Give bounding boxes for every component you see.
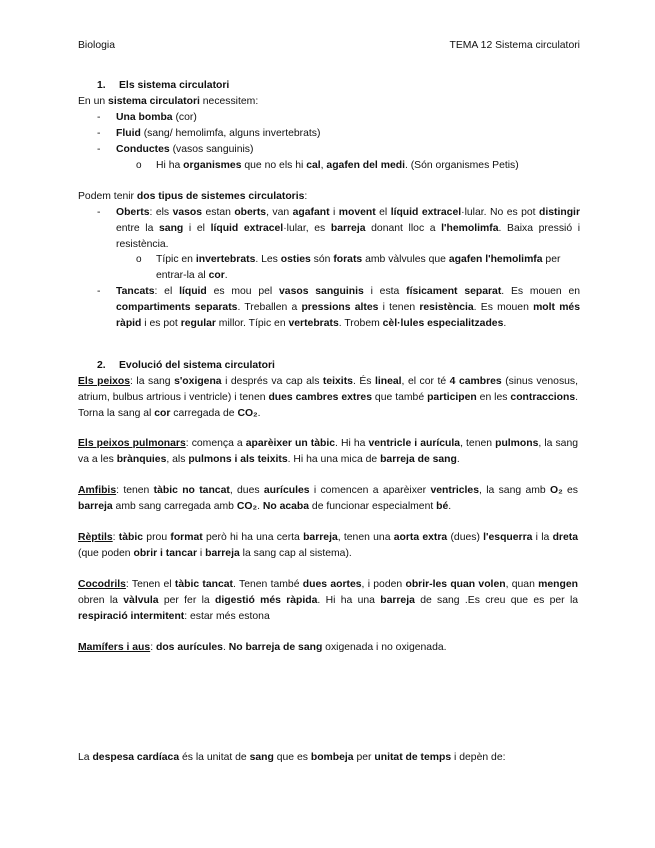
- two-types-line: Podem tenir dos tipus de sistemes circulatoris:: [78, 191, 308, 202]
- intro-line: En un sistema circulatori necessitem:: [78, 96, 259, 107]
- header-subject: Biologia: [78, 40, 115, 51]
- paragraph-peixos: Els peixos: la sang s'oxigena i després va cap als teixits. És lineal, el cor té 4 cambres (sinus venosus, atrium, bulbus artrious i ventricle) i tenen dues cambres extres que també participen en les contraccions. Torna la sang al cor carregada de CO₂.: [78, 376, 579, 419]
- section-2-heading: 2. Evolució del sistema circulatori: [97, 360, 275, 371]
- paragraph-cocodrils: Cocodrils: Tenen el tàbic tancat. Tenen també dues aortes, i poden obrir-les quan volen, quan mengen obren la vàlvula per fer la digestió més ràpida. Hi ha una barreja de sang .Es creu que es per la respiració intermitent: estar més estona: [78, 579, 579, 622]
- paragraph-mamifers: Mamífers i aus: dos aurícules. No barreja de sang oxigenada i no oxigenada.: [78, 642, 447, 653]
- paragraph-despesa: La despesa cardíaca és la unitat de sang que es bombeja per unitat de temps i depèn de:: [78, 752, 506, 763]
- paragraph-reptils: Rèptils: tàbic prou format però hi ha una certa barreja, tenen una aorta extra (dues) l'esquerra i la dreta (que poden obrir i tancar i barreja la sang cap al sistema).: [78, 532, 578, 559]
- header-topic: TEMA 12 Sistema circulatori: [449, 40, 580, 51]
- paragraph-peixos-pulmonars: Els peixos pulmonars: comença a aparèixer un tàbic. Hi ha ventricle i aurícula, tenen pulmons, la sang va a les brànquies, als pulmons i als teixits. Hi ha una mica de barreja de sang.: [78, 438, 579, 465]
- paragraph-amfibis: Amfibis: tenen tàbic no tancat, dues aurícules i comencen a aparèixer ventricles, la sang amb O₂ es barreja amb sang carregada amb CO₂. No acaba de funcionar especialment bé.: [78, 485, 578, 512]
- section-1-heading: 1. Els sistema circulatori: [97, 80, 230, 91]
